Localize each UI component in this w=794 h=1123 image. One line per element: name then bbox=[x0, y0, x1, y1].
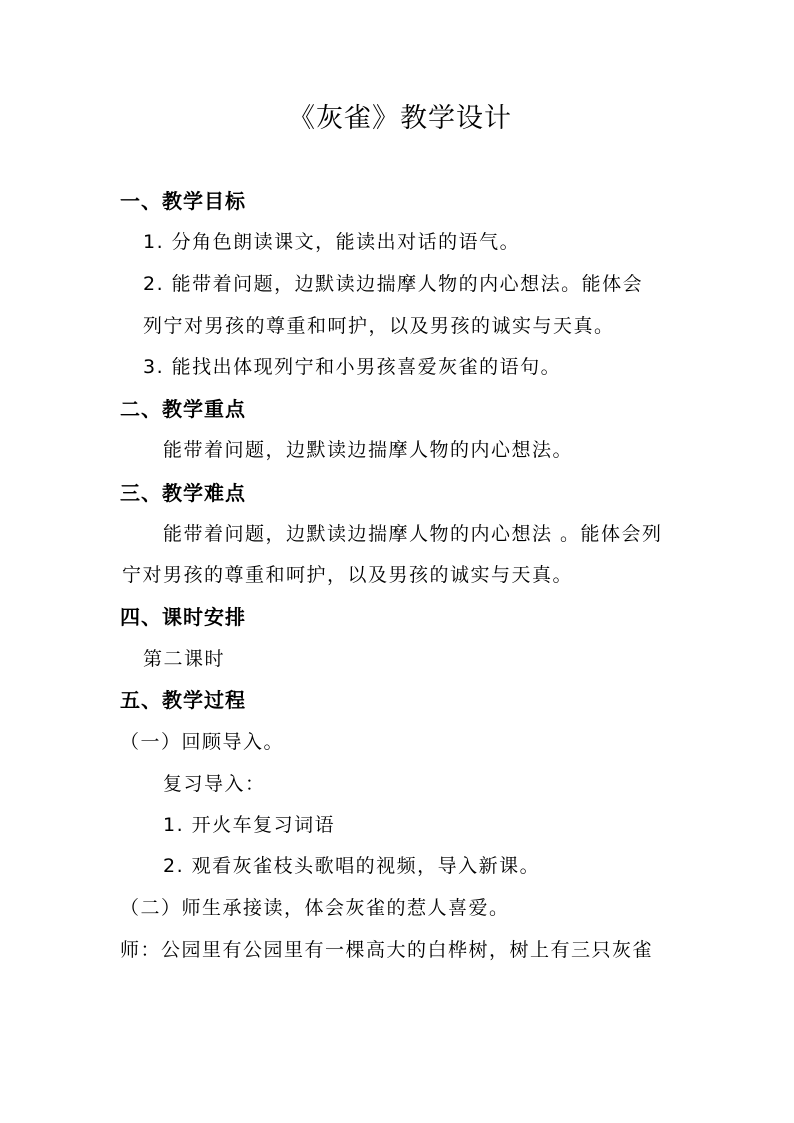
difficulty-line-2: 宁对男孩的尊重和呵护，以及男孩的诚实与天真。 bbox=[122, 564, 574, 586]
document-title: 《灰雀》教学设计 bbox=[288, 103, 512, 134]
key-point-line: 能带着问题，边默读边揣摩人物的内心想法。 bbox=[163, 439, 574, 461]
section-heading-teaching-goals: 一、教学目标 bbox=[120, 189, 246, 213]
section-heading-difficulties: 三、教学难点 bbox=[120, 481, 246, 505]
section-heading-schedule: 四、课时安排 bbox=[120, 605, 246, 629]
goal-item-1: 1. 分角色朗读课文，能读出对话的语气。 bbox=[143, 231, 521, 253]
process-review-item-1: 1. 开火车复习词语 bbox=[163, 814, 336, 836]
process-step-2: （二）师生承接读，体会灰雀的惹人喜爱。 bbox=[120, 897, 510, 919]
process-teacher-line: 师：公园里有公园里有一棵高大的白桦树，树上有三只灰雀 bbox=[120, 939, 654, 961]
process-review-item-2: 2. 观看灰雀枝头歌唱的视频，导入新课。 bbox=[163, 855, 541, 877]
difficulty-line-1: 能带着问题，边默读边揣摩人物的内心想法 。能体会列 bbox=[163, 523, 663, 545]
process-review-intro: 复习导入： bbox=[163, 773, 266, 795]
goal-item-2-continued: 列宁对男孩的尊重和呵护，以及男孩的诚实与天真。 bbox=[143, 315, 615, 337]
goal-item-3: 3. 能找出体现列宁和小男孩喜爱灰雀的语句。 bbox=[143, 356, 562, 378]
goal-item-2: 2. 能带着问题，边默读边揣摩人物的内心想法。能体会 bbox=[143, 273, 644, 295]
section-heading-key-points: 二、教学重点 bbox=[120, 397, 246, 421]
process-step-1: （一）回顾导入。 bbox=[120, 731, 285, 753]
schedule-line: 第二课时 bbox=[143, 648, 226, 670]
section-heading-process: 五、教学过程 bbox=[120, 688, 246, 712]
